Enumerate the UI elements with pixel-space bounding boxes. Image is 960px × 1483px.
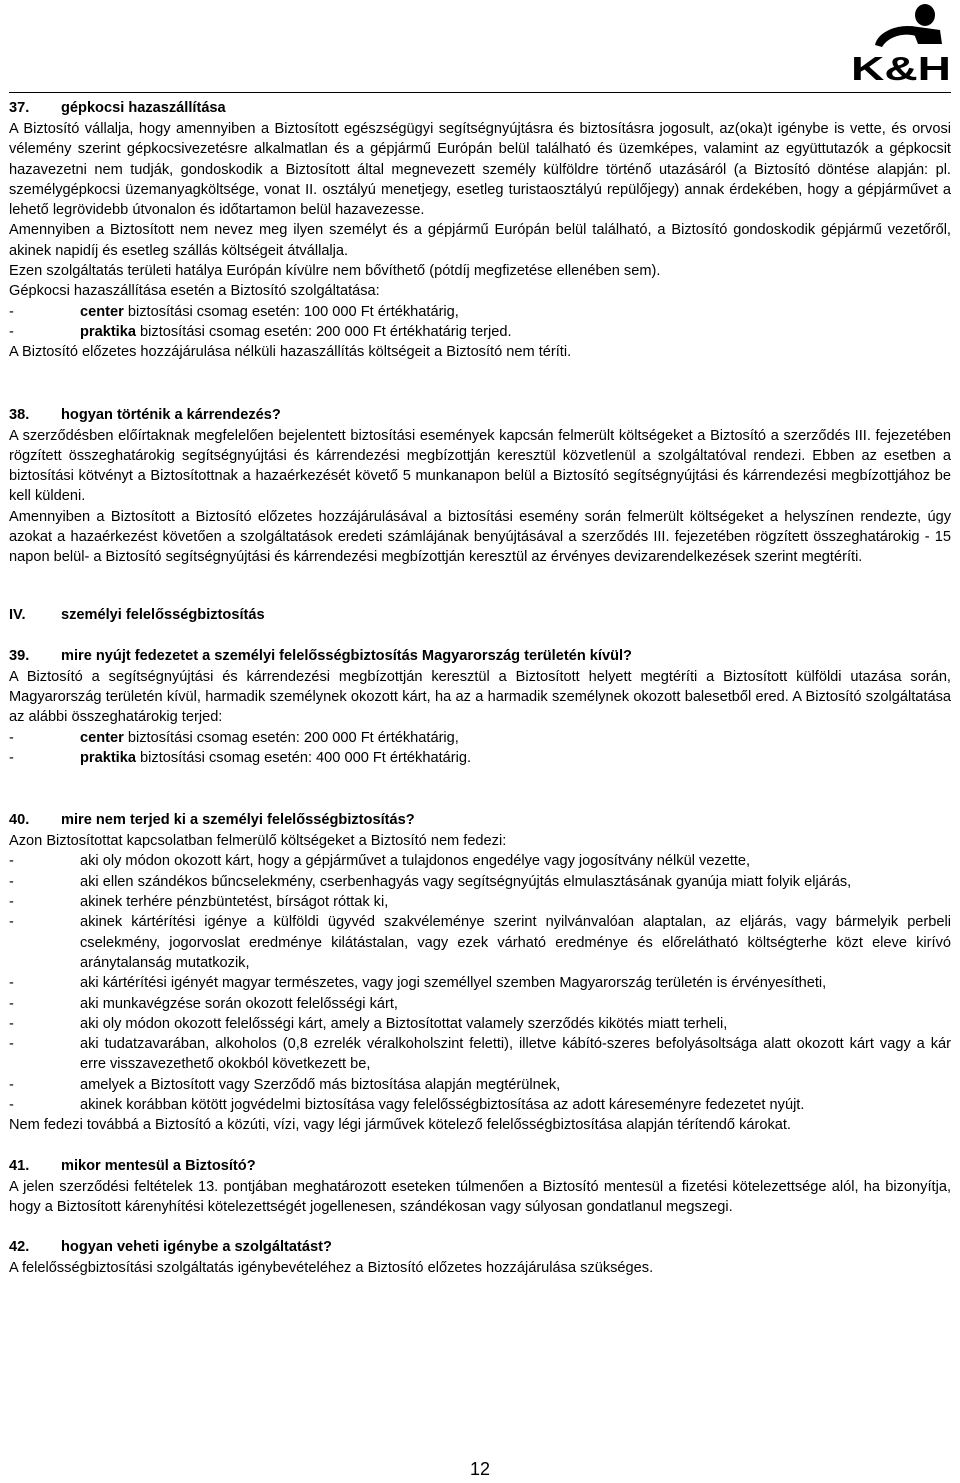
kh-logo (848, 0, 954, 84)
paragraph: A Biztosító előzetes hozzájárulása nélküli hazaszállítás költségeit a Biztosító nem téríti. (9, 344, 572, 361)
bullet-dash: - (9, 1036, 14, 1053)
exclusion-text: aki munkavégzése során okozott felelősségi kárt, (80, 995, 398, 1012)
section-number: 39. (9, 647, 30, 664)
paragraph: A Biztosító vállalja, hogy amennyiben a Biztosított egészségügyi segítségnyújtásra és biztosításra jogosult, az(oka)t igénybe is vette, és orvosi vélemény szerint gépkocsivezetésre alkalmatlan és a gépjármű Európán belül található és üzemképes, valamint az együttutazók a gépkocsit hazavezetni nem tudják, gondoskodik a Biztosított által megnevezett személy külföldre történő utazásáról (a Biztosító döntése alapján: pl. személygépkocsi üzemanyagköltsége, vonat II. osztályú menetjegy, esetleg turistaosztályú repülőjegy) annak érdekében, hogy a gépjárművet a lehető legrövidebb útvonalon és időtartamon belül hazavezesse. (9, 121, 951, 219)
bullet-dash: - (9, 729, 14, 746)
section-title: gépkocsi hazaszállítása (61, 100, 226, 116)
package-name: praktika (80, 323, 136, 340)
paragraph: A szerződésben előírtaknak megfelelően bejelentett biztosítási események kapcsán felmerült költségeket a Biztosító a szerződés III. fejezetében rögzített összeghatárokig segítségnyújtási és kárrendezési megbízottján keresztül közvetlenül a szolgáltatóval rendezi. Ebben az esetben a biztosítási kötvényt a Biztosítottnak a hazaérkezését követő 5 munkanapon belül a Biztosító segítségnyújtási és kárrendezési megbízottjához be kell küldeni. (9, 427, 951, 505)
document-body (9, 98, 951, 1278)
header-rule (9, 92, 951, 93)
exclusion-text: akinek terhére pénzbüntetést, bírságot róttak ki, (80, 894, 389, 911)
list-item (9, 728, 951, 748)
list-item (9, 322, 951, 342)
page-number: 12 (469, 1459, 491, 1479)
paragraph: Gépkocsi hazaszállítása esetén a Biztosító szolgáltatása: (9, 283, 380, 300)
section-heading (9, 98, 951, 119)
paragraph: A felelősségbiztosítási szolgáltatás igénybevételéhez a Biztosító előzetes hozzájárulása szükséges. (9, 1260, 654, 1277)
bullet-dash: - (9, 975, 14, 992)
exclusion-text: akinek korábban kötött jogvédelmi biztosítása vagy felelősségbiztosítása az adott káreseményre fedezetet nyújt. (80, 1096, 805, 1113)
chapter-title: személyi felelősségbiztosítás (61, 606, 265, 623)
section-heading (9, 1237, 951, 1258)
exclusion-text: amelyek a Biztosított vagy Szerződő más biztosítása alapján megtérülnek, (80, 1076, 561, 1093)
exclusion-text: akinek kártérítési igénye a külföldi ügyvéd szakvéleménye szerint nyilvánvalóan alaptalan, az eljárás, vagy bármelyik perbeli cselekmény, jogorvoslat eredménye kilátástalan, vagy ezek várható eredménye és előrelátható költségterhe közt eleve kirívó aránytalanság mutatkozik, (80, 914, 951, 971)
section-41 (9, 1156, 951, 1218)
package-limit: biztosítási csomag esetén: 100 000 Ft értékhatárig, (123, 303, 459, 320)
section-number: 40. (9, 812, 30, 829)
section-number: 38. (9, 406, 30, 423)
exclusion-text: aki tudatzavarában, alkoholos (0,8 ezrelék véralkoholszint feletti), illetve kábító-szeres befolyásoltsága alatt okozott kárt vagy a kár erre visszavezethető okokból következett be, (80, 1036, 951, 1073)
exclusion-text: aki oly módon okozott kárt, hogy a gépjárművet a tulajdonos engedélye vagy jogosítvány nélkül vezette, (80, 853, 751, 870)
exclusion-text: aki ellen szándékos bűncselekmény, cserbenhagyás vagy segítségnyújtás elmulasztásának gyanúja miatt folyik eljárás, (80, 873, 852, 890)
list-item (9, 1014, 951, 1034)
bullet-dash: - (9, 894, 14, 911)
section-title: hogyan történik a kárrendezés? (61, 406, 281, 423)
bullet-dash: - (9, 1015, 14, 1032)
exclusion-text: aki kártérítési igényét magyar természetes, vagy jogi személlyel szemben Magyarország területén is érvényesítheti, (80, 975, 827, 992)
section-heading (9, 405, 951, 426)
list-item (9, 892, 951, 912)
paragraph: A jelen szerződési feltételek 13. pontjában meghatározott eseteken túlmenően a Biztosító mentesül a fizetési kötelezettsége alól, ha bizonyítja, hogy a Biztosított kárenyhítési kötelezettségét jogellenesen, szándékosan vagy súlyosan gondatlanul megszegi. (9, 1178, 951, 1215)
section-37 (9, 98, 951, 363)
list-item (9, 851, 951, 871)
section-title: mikor mentesül a Biztosító? (61, 1157, 256, 1174)
section-heading (9, 646, 951, 667)
list-item (9, 872, 951, 892)
list-item (9, 994, 951, 1014)
bullet-dash: - (9, 1096, 14, 1113)
section-title: mire nyújt fedezetet a személyi felelősségbiztosítás Magyarország területén kívül? (61, 647, 632, 664)
paragraph: Azon Biztosítottat kapcsolatban felmerülő költségeket a Biztosító nem fedezi: (9, 833, 507, 850)
section-number: 41. (9, 1157, 30, 1174)
bullet-dash: - (9, 303, 14, 320)
chapter-iv (9, 604, 951, 626)
paragraph: Amennyiben a Biztosított nem nevez meg ilyen személyt és a gépjármű Európán belül található, a Biztosító gondoskodik gépjármű vezetőről, akinek napidíj és esetleg szállás költségeit átvállalja. (9, 222, 951, 259)
list-item (9, 1034, 951, 1075)
paragraph: Ezen szolgáltatás területi hatálya Európán kívülre nem bővíthető (pótdíj megfizetése ellenében sem). (9, 263, 661, 280)
package-limit: biztosítási csomag esetén: 400 000 Ft értékhatárig. (135, 749, 472, 766)
section-40 (9, 810, 951, 1135)
paragraph: Nem fedezi továbbá a Biztosító a közúti, vízi, vagy légi járművek kötelező felelősségbiztosítása alapján térítendő károkat. (9, 1117, 791, 1134)
logo-wordmark: K&H (851, 50, 951, 84)
section-title: hogyan veheti igénybe a szolgáltatást? (61, 1239, 332, 1256)
package-name: center (80, 729, 124, 746)
bullet-dash: - (9, 749, 14, 766)
section-number: 42. (9, 1239, 30, 1256)
bullet-dash: - (9, 914, 14, 931)
list-item (9, 912, 951, 973)
package-name: praktika (80, 749, 136, 766)
bullet-dash: - (9, 853, 14, 870)
section-39 (9, 646, 951, 768)
paragraph: Amennyiben a Biztosított a Biztosító előzetes hozzájárulásával a biztosítási esemény során felmerült költségeket a helyszínen rendezte, úgy azokat a hazaérkezést követően a szolgáltatások eredeti számlájának benyújtásával a szerződés III. fejezetében rögzített összeghatárokig - 15 napon belül- a Biztosító segítségnyújtási és kárrendezési megbízottján keresztül az érvényes devizarendelkezések szerint megtéríti. (9, 508, 951, 566)
package-limit: biztosítási csomag esetén: 200 000 Ft értékhatárig, (123, 729, 459, 746)
bullet-dash: - (9, 873, 14, 890)
section-38 (9, 405, 951, 568)
package-limit: biztosítási csomag esetén: 200 000 Ft értékhatárig terjed. (135, 323, 512, 340)
bullet-dash: - (9, 995, 14, 1012)
list-item (9, 1075, 951, 1095)
list-item (9, 973, 951, 993)
section-heading (9, 1156, 951, 1177)
list-item (9, 748, 951, 768)
section-42 (9, 1237, 951, 1278)
list-item (9, 302, 951, 322)
section-heading (9, 810, 951, 831)
section-number: 37. (9, 100, 30, 116)
package-name: center (80, 303, 124, 320)
chapter-number: IV. (9, 606, 26, 623)
exclusion-text: aki oly módon okozott felelősségi kárt, amely a Biztosítottat valamely szerződés kikötés miatt terheli, (80, 1015, 728, 1032)
paragraph: A Biztosító a segítségnyújtási és kárrendezési megbízottján keresztül a Biztosított helyett megtéríti a Biztosított külföldi utazása során, Magyarország területén kívül, harmadik személynek okozott kárt, ha az a harmadik személynek okozott balesetből ered. A Biztosító szolgáltatása az alábbi összeghatárokig terjed: (9, 668, 951, 726)
chapter-heading (9, 604, 951, 626)
list-item (9, 1095, 951, 1115)
bullet-dash: - (9, 323, 14, 340)
bullet-dash: - (9, 1076, 14, 1093)
section-title: mire nem terjed ki a személyi felelősségbiztosítás? (61, 812, 415, 829)
